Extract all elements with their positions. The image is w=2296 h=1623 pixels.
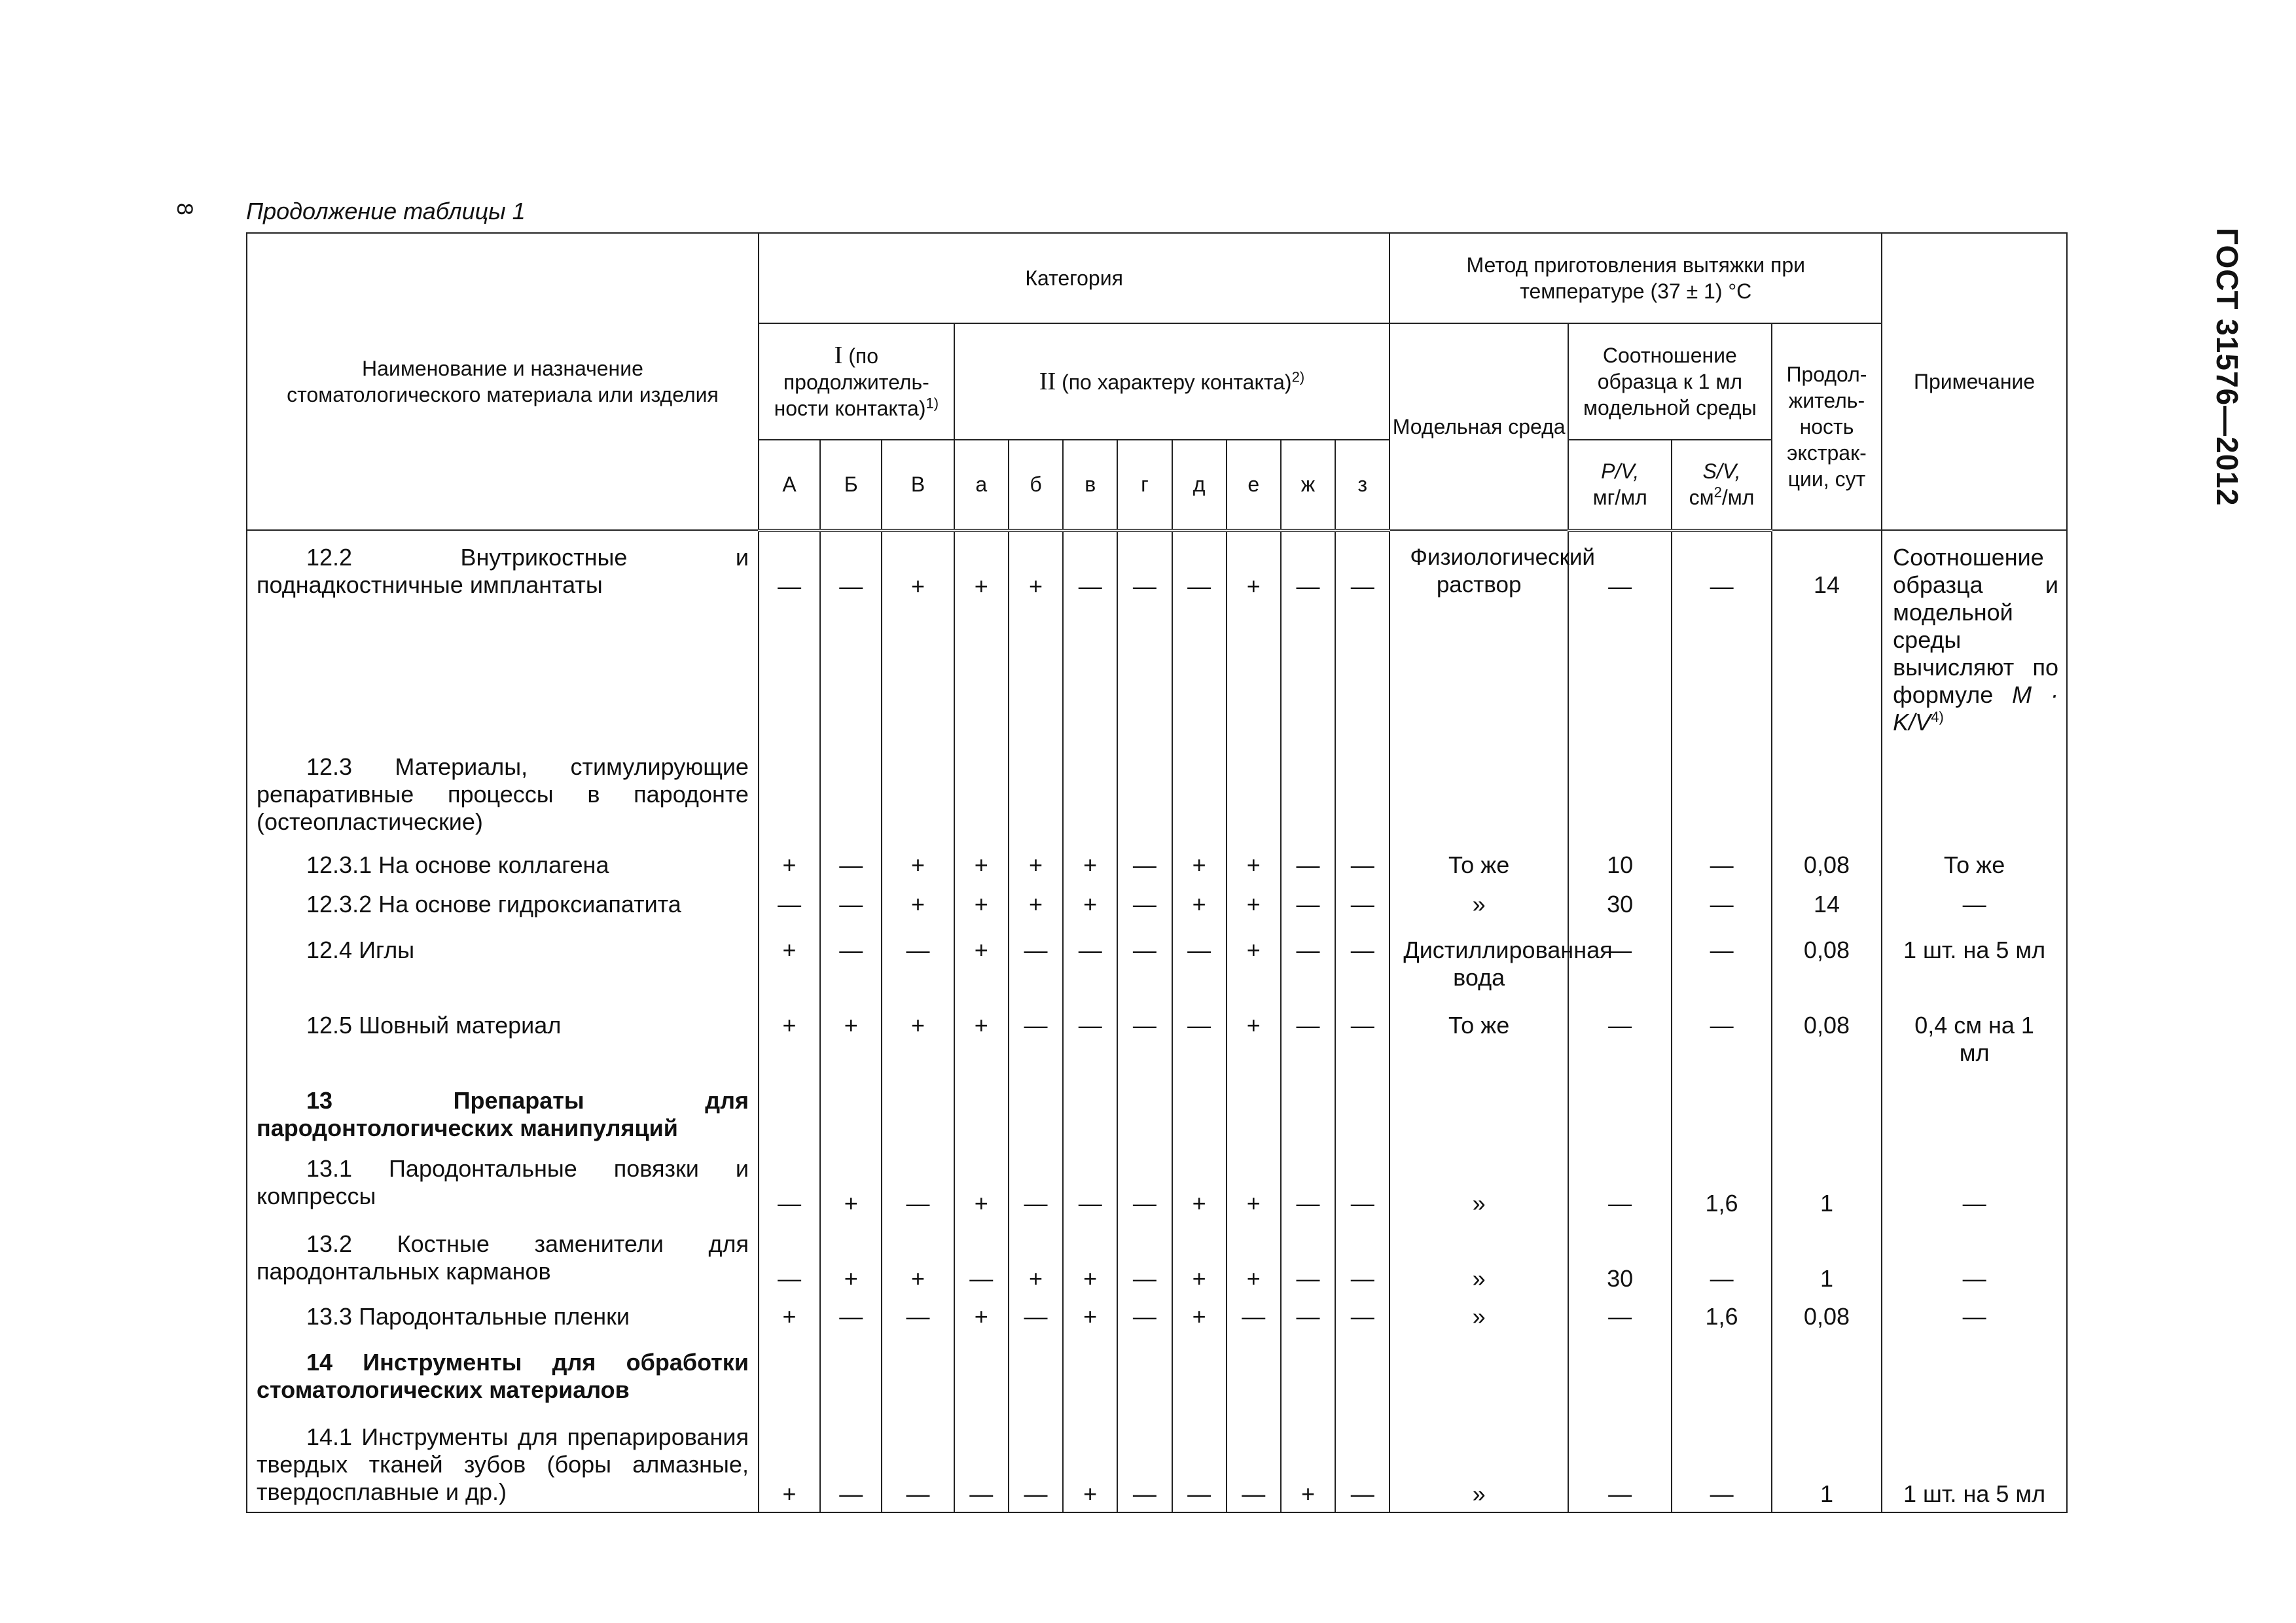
mark: — — [820, 930, 882, 1005]
pv-value: 30 — [1568, 1221, 1672, 1296]
note: — — [1882, 1296, 2067, 1342]
note: То же — [1882, 838, 2067, 884]
mark: — — [1117, 884, 1172, 930]
mark: — — [1172, 1414, 1227, 1512]
sv-value: — — [1672, 1414, 1771, 1512]
pv-value: — — [1568, 530, 1672, 740]
mark: — — [1335, 930, 1390, 1005]
col-b: б — [1009, 440, 1063, 530]
table-row — [247, 1414, 2067, 1512]
sv-value: — — [1672, 1221, 1771, 1296]
table-row — [247, 1005, 2067, 1080]
table-row — [247, 1342, 2067, 1414]
mark: — — [1117, 530, 1172, 740]
mark: + — [1063, 838, 1117, 884]
mark: + — [882, 1221, 954, 1296]
medium: » — [1390, 1296, 1568, 1342]
sv-label: S/V, — [1702, 459, 1741, 484]
mark: — — [1117, 1152, 1172, 1221]
table-row — [247, 930, 2067, 1005]
section-heading: 14 Инструменты для обработки стоматологических материалов — [257, 1349, 749, 1403]
col-d: д — [1172, 440, 1227, 530]
duration-value: 14 — [1772, 884, 1882, 930]
mark: — — [1009, 1296, 1063, 1342]
table-row — [247, 740, 2067, 838]
mark: — — [759, 530, 820, 740]
col-a: а — [954, 440, 1009, 530]
cat2-text: (по характеру контакта) — [1062, 370, 1292, 394]
duration-value: 1 — [1772, 1414, 1882, 1512]
mark: + — [882, 838, 954, 884]
mark: — — [1227, 1296, 1281, 1342]
sv-value: — — [1672, 884, 1771, 930]
mark: — — [1281, 530, 1335, 740]
mark: + — [1172, 884, 1227, 930]
duration-value: 0,08 — [1772, 1005, 1882, 1080]
header-cat1 — [759, 323, 954, 440]
header-method: Метод приготовления вытяжки при температуре (37 ± 1) °С — [1390, 233, 1882, 323]
mark: — — [820, 838, 882, 884]
sv-value: — — [1672, 530, 1771, 740]
note-text: Соотношение образца и модельной среды вычисляют по формуле — [1893, 544, 2058, 708]
mark: — — [820, 1414, 882, 1512]
mark: — — [1117, 930, 1172, 1005]
row-name: 13.3 Пародонтальные пленки — [306, 1303, 630, 1330]
page-number: 8 — [171, 203, 197, 215]
mark: + — [1009, 838, 1063, 884]
mark: — — [820, 884, 882, 930]
standard-code: ГОСТ 31576—2012 — [2210, 228, 2244, 507]
mark: — — [1117, 1221, 1172, 1296]
mark: — — [759, 1221, 820, 1296]
pv-label: P/V, — [1601, 459, 1640, 484]
pv-value: — — [1568, 1296, 1672, 1342]
mark: — — [882, 930, 954, 1005]
mark: — — [1281, 930, 1335, 1005]
header-medium: Модельная среда — [1390, 323, 1568, 530]
medium: То же — [1390, 838, 1568, 884]
mark: + — [759, 1005, 820, 1080]
header-note: Примечание — [1882, 233, 2067, 530]
sv-value: — — [1672, 930, 1771, 1005]
mark: — — [1009, 1152, 1063, 1221]
mark: — — [954, 1414, 1009, 1512]
mark: — — [1335, 1296, 1390, 1342]
mark: + — [820, 1005, 882, 1080]
note: 1 шт. на 5 мл — [1882, 1414, 2067, 1512]
note: — — [1882, 1152, 2067, 1221]
cat1-text: (по продолжительности контакта) — [774, 344, 929, 420]
header-pv — [1568, 440, 1672, 530]
mark: + — [954, 530, 1009, 740]
mark: + — [820, 1221, 882, 1296]
row-name: 14.1 Инструменты для препарирования твердых тканей зубов (боры алмазные, твердосплавные и др.) — [257, 1423, 749, 1505]
mark: — — [1063, 530, 1117, 740]
mark: — — [1335, 1005, 1390, 1080]
mark: + — [954, 1296, 1009, 1342]
mark: + — [820, 1152, 882, 1221]
mark: — — [1063, 930, 1117, 1005]
mark: — — [1117, 1414, 1172, 1512]
sv-unit-sup: 2 — [1713, 484, 1722, 501]
table-caption: Продолжение таблицы 1 — [246, 198, 526, 224]
mark: + — [1227, 1221, 1281, 1296]
mark: — — [1281, 884, 1335, 930]
col-v: в — [1063, 440, 1117, 530]
duration-value: 0,08 — [1772, 930, 1882, 1005]
medium: » — [1390, 1152, 1568, 1221]
duration-value: 0,08 — [1772, 838, 1882, 884]
mark: — — [1117, 1296, 1172, 1342]
row-name: 12.3.1 На основе коллагена — [306, 851, 609, 878]
table-row — [247, 1152, 2067, 1221]
note: 0,4 см на 1 мл — [1882, 1005, 2067, 1080]
mark: + — [954, 838, 1009, 884]
cat1-footnote: 1) — [925, 394, 939, 411]
row-name: 12.4 Иглы — [306, 936, 415, 963]
mark: — — [1009, 1005, 1063, 1080]
duration-value: 14 — [1772, 530, 1882, 740]
table-row — [247, 884, 2067, 930]
mark: + — [954, 1005, 1009, 1080]
section-heading: 13 Препараты для пародонтологических манипуляций — [257, 1087, 749, 1141]
mark: + — [759, 930, 820, 1005]
mark: — — [759, 1152, 820, 1221]
header-name: Наименование и назначение стоматологического материала или изделия — [247, 233, 759, 530]
mark: — — [1335, 530, 1390, 740]
col-g: г — [1117, 440, 1172, 530]
mark: + — [882, 530, 954, 740]
mark: — — [1335, 1221, 1390, 1296]
mark: + — [1063, 884, 1117, 930]
mark: — — [1172, 530, 1227, 740]
mark: + — [1009, 530, 1063, 740]
duration-value: 1 — [1772, 1152, 1882, 1221]
duration-value: 1 — [1772, 1221, 1882, 1296]
mark: — — [1335, 1152, 1390, 1221]
mark: — — [1227, 1414, 1281, 1512]
mark: + — [954, 930, 1009, 1005]
col-z: з — [1335, 440, 1390, 530]
pv-value: — — [1568, 930, 1672, 1005]
mark: — — [882, 1152, 954, 1221]
col-e: е — [1227, 440, 1281, 530]
col-A: А — [759, 440, 820, 530]
mark: — — [1063, 1005, 1117, 1080]
mark: — — [882, 1414, 954, 1512]
mark: + — [1227, 884, 1281, 930]
mark: + — [1227, 1005, 1281, 1080]
mark: + — [954, 1152, 1009, 1221]
table-row — [247, 1080, 2067, 1152]
col-zh: ж — [1281, 440, 1335, 530]
sv-value: — — [1672, 1005, 1771, 1080]
mark: + — [759, 1296, 820, 1342]
mark: + — [1009, 884, 1063, 930]
header-duration: Продолжительность экстракции, сут — [1772, 323, 1882, 530]
mark: — — [1281, 838, 1335, 884]
row-name: 12.3.2 На основе гидроксиапатита — [306, 891, 681, 918]
note-footnote: 4) — [1931, 709, 1944, 725]
medium: » — [1390, 1221, 1568, 1296]
mark: + — [1063, 1414, 1117, 1512]
sv-value: 1,6 — [1672, 1152, 1771, 1221]
header-ratio: Соотношение образца к 1 мл модельной среды — [1568, 323, 1772, 440]
row-name: 12.5 Шовный материал — [306, 1012, 562, 1039]
note: — — [1882, 884, 2067, 930]
mark: — — [820, 1296, 882, 1342]
mark: — — [1009, 930, 1063, 1005]
mark: — — [954, 1221, 1009, 1296]
mark: + — [1172, 838, 1227, 884]
mark: — — [1335, 884, 1390, 930]
mark: + — [1063, 1296, 1117, 1342]
mark: — — [1117, 1005, 1172, 1080]
note: — — [1882, 1221, 2067, 1296]
mark: — — [1009, 1414, 1063, 1512]
mark: + — [1281, 1414, 1335, 1512]
mark: + — [954, 884, 1009, 930]
medium: » — [1390, 1414, 1568, 1512]
mark: — — [759, 884, 820, 930]
mark: + — [1227, 838, 1281, 884]
mark: — — [1281, 1221, 1335, 1296]
pv-value: — — [1568, 1414, 1672, 1512]
medium: Физиологический раствор — [1390, 530, 1568, 740]
medium: То же — [1390, 1005, 1568, 1080]
pv-value: 30 — [1568, 884, 1672, 930]
table-row — [247, 838, 2067, 884]
duration-value: 0,08 — [1772, 1296, 1882, 1342]
mark: + — [1172, 1221, 1227, 1296]
cat1-roman: I — [834, 341, 843, 369]
sv-unit-post: /мл — [1721, 486, 1755, 510]
mark: — — [1117, 838, 1172, 884]
col-B: Б — [820, 440, 882, 530]
mark: + — [1063, 1221, 1117, 1296]
mark: — — [882, 1296, 954, 1342]
mark: + — [1227, 930, 1281, 1005]
note: 1 шт. на 5 мл — [1882, 930, 2067, 1005]
mark: — — [1281, 1296, 1335, 1342]
table-row — [247, 1296, 2067, 1342]
table-row — [247, 1221, 2067, 1296]
mark: + — [1172, 1152, 1227, 1221]
table-row — [247, 530, 2067, 740]
mark: — — [1281, 1005, 1335, 1080]
medium: Дистиллированная вода — [1390, 930, 1568, 1005]
note-formula: M · K/V — [1893, 681, 2058, 736]
sv-value: — — [1672, 838, 1771, 884]
mark: + — [1227, 1152, 1281, 1221]
mark: — — [1172, 930, 1227, 1005]
sv-unit: см — [1689, 486, 1714, 510]
mark: — — [1335, 1414, 1390, 1512]
pv-value: — — [1568, 1005, 1672, 1080]
col-V: В — [882, 440, 954, 530]
row-name: 13.1 Пародонтальные повязки и компрессы — [257, 1155, 749, 1209]
pv-unit: мг/мл — [1592, 486, 1647, 510]
header-category: Категория — [759, 233, 1390, 323]
cat2-roman: II — [1039, 367, 1056, 395]
pv-value: 10 — [1568, 838, 1672, 884]
mark: + — [882, 884, 954, 930]
table-body — [247, 530, 2067, 1512]
note — [1882, 530, 2067, 740]
table-header — [247, 233, 2067, 530]
row-name: 12.3 Материалы, стимулирующие репаративные процессы в пародонте (остеопластические) — [257, 753, 749, 835]
mark: — — [1172, 1005, 1227, 1080]
medium: » — [1390, 884, 1568, 930]
mark: + — [1172, 1296, 1227, 1342]
mark: — — [1281, 1152, 1335, 1221]
cat2-footnote: 2) — [1291, 368, 1305, 385]
mark: + — [759, 1414, 820, 1512]
header-cat2 — [954, 323, 1390, 440]
mark: + — [1227, 530, 1281, 740]
mark: + — [882, 1005, 954, 1080]
mark: + — [759, 838, 820, 884]
mark: + — [1009, 1221, 1063, 1296]
pv-value: — — [1568, 1152, 1672, 1221]
header-sv — [1672, 440, 1771, 530]
mark: — — [820, 530, 882, 740]
mark: — — [1063, 1152, 1117, 1221]
sv-value: 1,6 — [1672, 1296, 1771, 1342]
mark: — — [1335, 838, 1390, 884]
row-name: 13.2 Костные заменители для пародонтальных карманов — [257, 1230, 749, 1285]
standards-table — [246, 232, 2068, 1513]
row-name: 12.2 Внутрикостные и поднадкостничные имплантаты — [257, 544, 749, 598]
